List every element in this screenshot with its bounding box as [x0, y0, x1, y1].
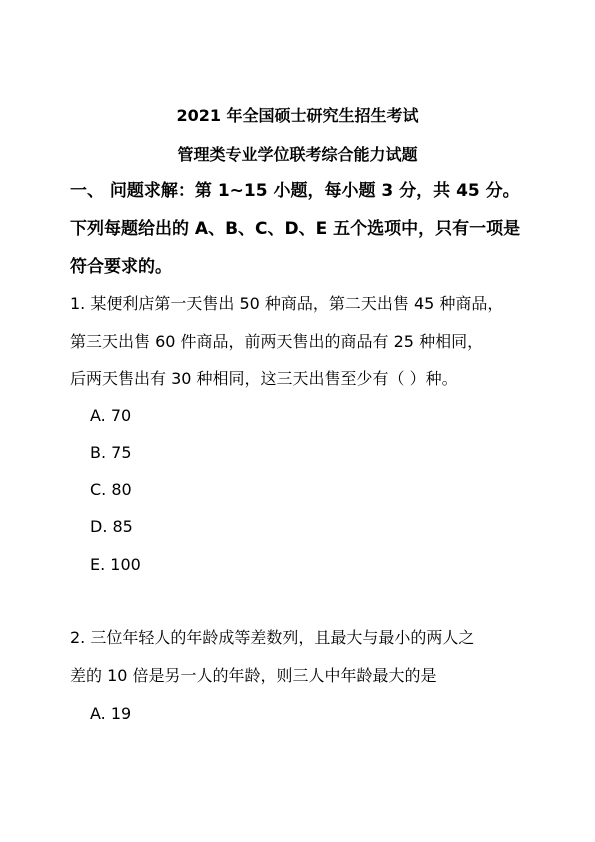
- question-1-option-e: E. 100: [90, 555, 141, 574]
- question-1-line-2: 第三天出售 60 件商品，前两天售出的商品有 25 种相同，: [70, 332, 484, 351]
- question-2-line-1: 2. 三位年轻人的年龄成等差数列，且最大与最小的两人之: [70, 628, 475, 647]
- section-heading: 一、 问题求解：第 1~15 小题，每小题 3 分，共 45 分。: [70, 181, 520, 201]
- question-2-line-2: 差的 10 倍是另一人的年龄，则三人中年龄最大的是: [70, 666, 437, 685]
- question-1-option-a: A. 70: [90, 406, 132, 425]
- exam-title: 2021 年全国硕士研究生招生考试: [176, 106, 419, 125]
- instruction-line-2: 符合要求的。: [70, 257, 172, 277]
- question-2-option-a: A. 19: [90, 704, 132, 723]
- instruction-line-1: 下列每题给出的 A、B、C、D、E 五个选项中，只有一项是: [70, 219, 521, 239]
- question-1-line-3: 后两天售出有 30 种相同，这三天出售至少有（ ）种。: [70, 369, 458, 388]
- question-1-option-b: B. 75: [90, 443, 132, 462]
- exam-subtitle: 管理类专业学位联考综合能力试题: [177, 145, 418, 164]
- question-1-line-1: 1. 某便利店第一天售出 50 种商品，第二天出售 45 种商品，: [70, 294, 504, 313]
- question-1-option-d: D. 85: [90, 517, 133, 536]
- question-1-option-c: C. 80: [90, 480, 132, 499]
